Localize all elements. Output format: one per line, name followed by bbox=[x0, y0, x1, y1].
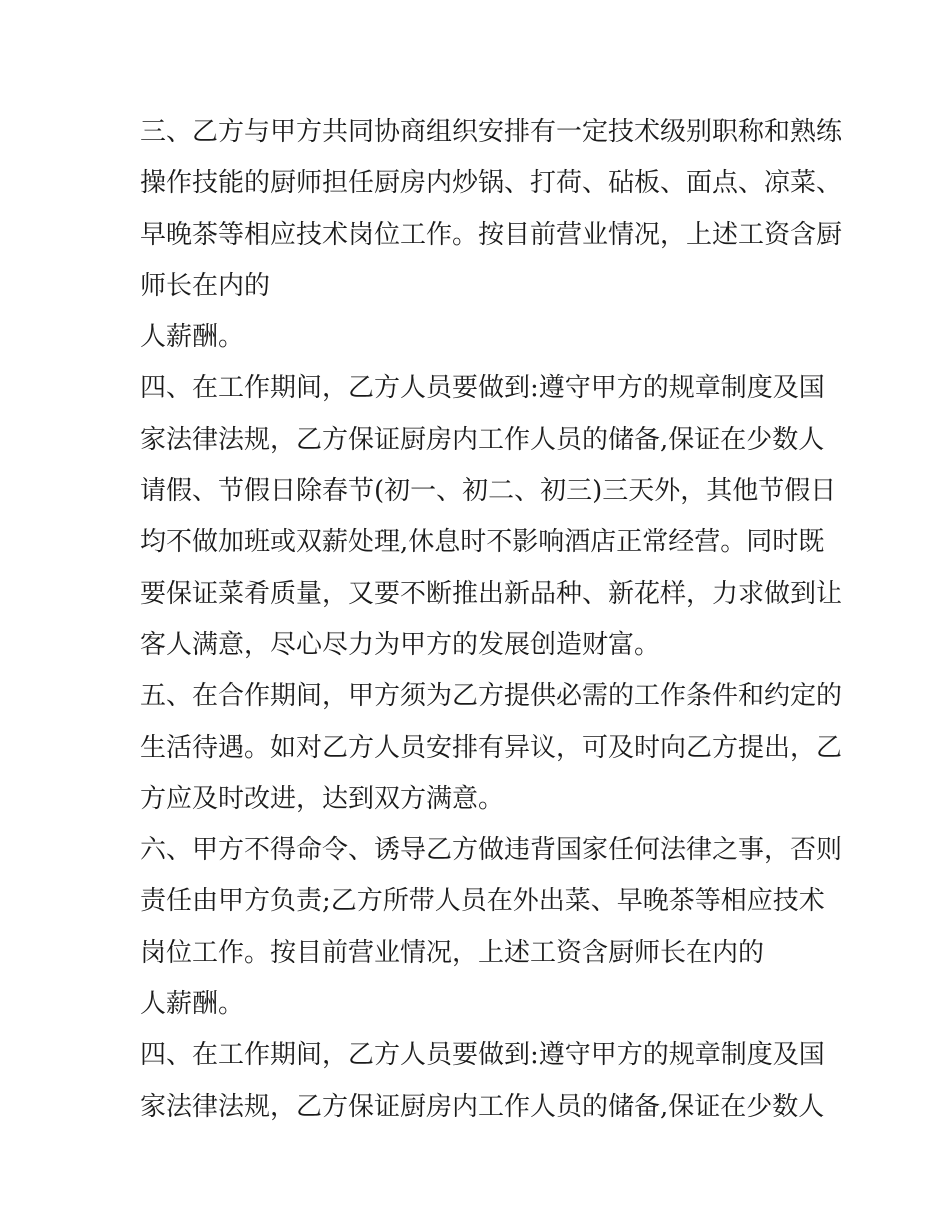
text-line: 均不做加班或双薪处理,休息时不影响酒店正常经营。同时既 bbox=[140, 527, 825, 558]
text-line: 家法律法规，乙方保证厨房内工作人员的储备,保证在少数人 bbox=[140, 1091, 825, 1122]
document-body bbox=[140, 107, 843, 1133]
text-line: 责任由甲方负责;乙方所带人员在外出菜、早晚茶等相应技术 bbox=[140, 886, 825, 917]
text-line: 家法律法规，乙方保证厨房内工作人员的储备,保证在少数人 bbox=[140, 424, 825, 455]
text-line: 请假、节假日除春节(初一、初二、初三)三天外，其他节假日 bbox=[140, 476, 837, 507]
text-line: 要保证菜肴质量，又要不断推出新品种、新花样，力求做到让 bbox=[140, 578, 843, 609]
text-line: 六、甲方不得命令、诱导乙方做违背国家任何法律之事，否则 bbox=[140, 835, 843, 866]
text-line: 岗位工作。按目前营业情况，上述工资含厨师长在内的 bbox=[140, 937, 765, 968]
text-line: 三、乙方与甲方共同协商组织安排有一定技术级别职称和熟练 bbox=[140, 117, 843, 147]
text-line: 师长在内的 bbox=[140, 270, 271, 301]
text-line: 生活待遇。如对乙方人员安排有异议，可及时向乙方提出，乙 bbox=[140, 732, 843, 763]
text-line: 人薪酬。 bbox=[140, 989, 245, 1020]
text-line: 四、在工作期间，乙方人员要做到:遵守甲方的规章制度及国 bbox=[140, 373, 825, 404]
text-line: 操作技能的厨师担任厨房内炒锅、打荷、砧板、面点、凉菜、 bbox=[140, 168, 843, 199]
text-line: 早晚茶等相应技术岗位工作。按目前营业情况，上述工资含厨 bbox=[140, 219, 843, 250]
text-line: 方应及时改进，达到双方满意。 bbox=[140, 783, 505, 814]
text-line: 人薪酬。 bbox=[140, 322, 245, 353]
text-line: 客人满意，尽心尽力为甲方的发展创造财富。 bbox=[140, 629, 661, 660]
text-line: 五、在合作期间，甲方须为乙方提供必需的工作条件和约定的 bbox=[140, 681, 843, 712]
text-line: 四、在工作期间，乙方人员要做到:遵守甲方的规章制度及国 bbox=[140, 1040, 825, 1071]
